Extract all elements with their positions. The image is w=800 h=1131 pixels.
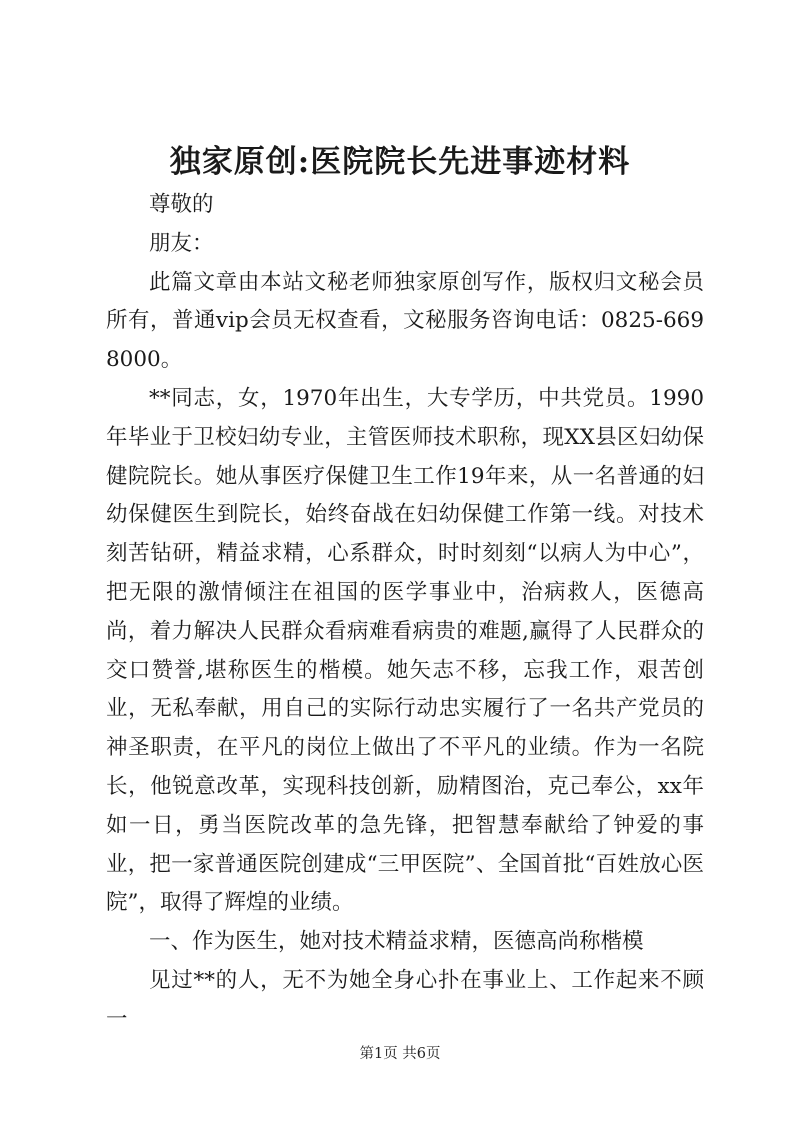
document-body [106,186,704,1040]
document-title: 独家原创:医院院长先进事迹材料 [169,144,631,180]
section-heading-1: 一、作为医生，她对技术精益求精，医德高尚称楷模 [149,929,644,955]
paragraph-section-1-start: 见过**的人，无不为她全身心扑在事业上、工作起来不顾一 [106,967,704,1032]
page-footer: 第1页 共6页 [359,1046,441,1062]
paragraph-salutation-1: 尊敬的 [149,192,214,217]
paragraph-copyright-notice: 此篇文章由本站文秘老师独家原创写作，版权归文秘会员所有，普通vip会员无权查看，文秘服务咨询电话：0825-6698000。 [106,269,704,373]
paragraph-salutation-2: 朋友： [149,230,214,256]
paragraph-biography: **同志，女，1970年出生，大专学历，中共党员。1990年毕业于卫校妇幼专业，主管医师技术职称，现XX县区妇幼保健院院长。她从事医疗保健卫生工作19年来，从一名普通的妇幼保健医生到院长，始终奋战在妇幼保健工作第一线。对技术刻苦钻研，精益求精，心系群众，时时刻刻“以病人为中心”，把无限的激情倾注在祖国的医学事业中，治病救人，医德高尚，着力解决人民群众看病难看病贵的难题,赢得了人民群众的交口赞誉,堪称医生的楷模。她矢志不移，忘我工作，艰苦创业，无私奉献，用自己的实际行动忠实履行了一名共产党员的神圣职责，在平凡的岗位上做出了不平凡的业绩。作为一名院长，他锐意改革，实现科技创新，励精图治，克己奉公，xx年如一日，勇当医院改革的急先锋，把智慧奉献给了钟爱的事业，把一家普通医院创建成“三甲医院”、全国首批“百姓放心医院”，取得了辉煌的业绩。 [106,385,704,916]
